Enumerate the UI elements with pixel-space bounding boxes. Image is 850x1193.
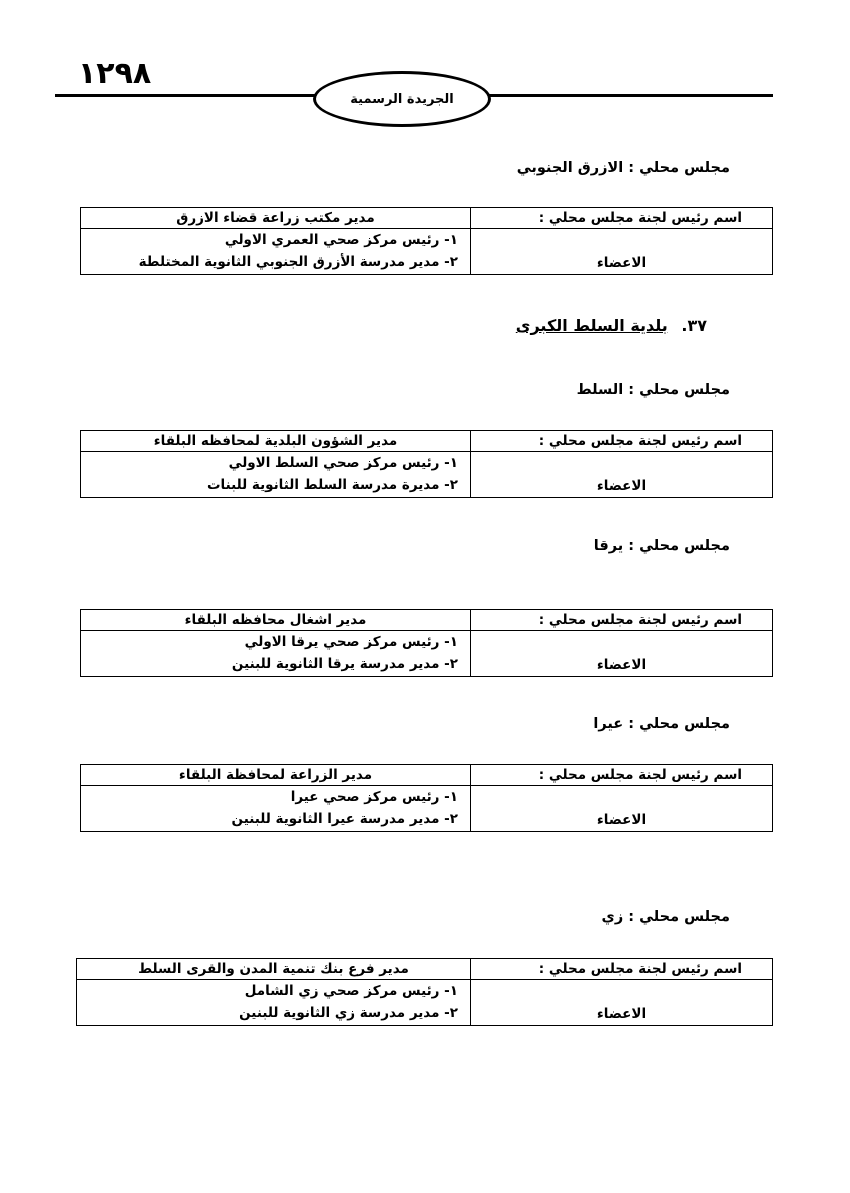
head-value: مدير الزراعة لمحافظة البلقاء xyxy=(81,765,471,786)
page-number: ١٢٩٨ xyxy=(78,56,152,91)
head-label: اسم رئيس لجنة مجلس محلي : xyxy=(471,765,773,786)
head-value: مدير اشغال محافظه البلقاء xyxy=(81,610,471,631)
gazette-title-oval xyxy=(313,71,491,127)
members-label: الاعضاء xyxy=(471,631,773,677)
head-label: اسم رئيس لجنة مجلس محلي : xyxy=(471,959,773,980)
head-value: مدير مكتب زراعة قضاء الازرق xyxy=(81,208,471,229)
members-label: الاعضاء xyxy=(471,786,773,832)
municipality-heading xyxy=(516,316,707,335)
members-list xyxy=(81,452,471,498)
council-title: مجلس محلي : عيرا xyxy=(593,716,730,732)
council-table xyxy=(80,207,773,275)
members-label: الاعضاء xyxy=(471,229,773,275)
members-list xyxy=(77,980,471,1026)
member-item: ١- رئيس مركز صحي السلط الاولي xyxy=(228,455,458,471)
council-table xyxy=(80,430,773,498)
members-list xyxy=(81,229,471,275)
council-table xyxy=(76,958,773,1026)
council-table xyxy=(80,609,773,677)
municipality-name: بلدية السلط الكبرى xyxy=(515,316,668,335)
member-item: ١- رئيس مركز صحي زي الشامل xyxy=(244,983,458,999)
council-title: مجلس محلي : يرقا xyxy=(593,538,730,554)
council-title: مجلس محلي : السلط xyxy=(576,382,730,398)
head-label: اسم رئيس لجنة مجلس محلي : xyxy=(471,208,773,229)
members-list xyxy=(81,631,471,677)
member-item: ١- رئيس مركز صحي عيرا xyxy=(290,789,458,805)
members-label: الاعضاء xyxy=(471,980,773,1026)
head-value: مدير الشؤون البلدية لمحافظه البلقاء xyxy=(81,431,471,452)
head-label: اسم رئيس لجنة مجلس محلي : xyxy=(471,431,773,452)
members-list xyxy=(81,786,471,832)
member-item: ١- رئيس مركز صحي العمري الاولي xyxy=(224,232,458,248)
member-item: ١- رئيس مركز صحي يرقا الاولي xyxy=(244,634,458,650)
member-item: ٢- مدير مدرسة الأزرق الجنوبي الثانوية المختلطة xyxy=(138,254,458,270)
council-title: مجلس محلي : زي xyxy=(601,909,730,925)
council-title: مجلس محلي : الازرق الجنوبي xyxy=(516,160,730,176)
member-item: ٢- مدير مدرسة زي الثانوية للبنين xyxy=(239,1005,458,1021)
head-label: اسم رئيس لجنة مجلس محلي : xyxy=(471,610,773,631)
member-item: ٢- مديرة مدرسة السلط الثانوية للبنات xyxy=(206,477,458,493)
head-value: مدير فرع بنك تنمية المدن والقرى السلط xyxy=(77,959,471,980)
members-label: الاعضاء xyxy=(471,452,773,498)
gazette-title: الجريدة الرسمية xyxy=(350,91,454,107)
member-item: ٢- مدير مدرسة عيرا الثانوية للبنين xyxy=(231,811,458,827)
council-table xyxy=(80,764,773,832)
member-item: ٢- مدير مدرسة يرقا الثانوية للبنين xyxy=(231,656,458,672)
municipality-number: ٣٧. xyxy=(681,316,707,335)
